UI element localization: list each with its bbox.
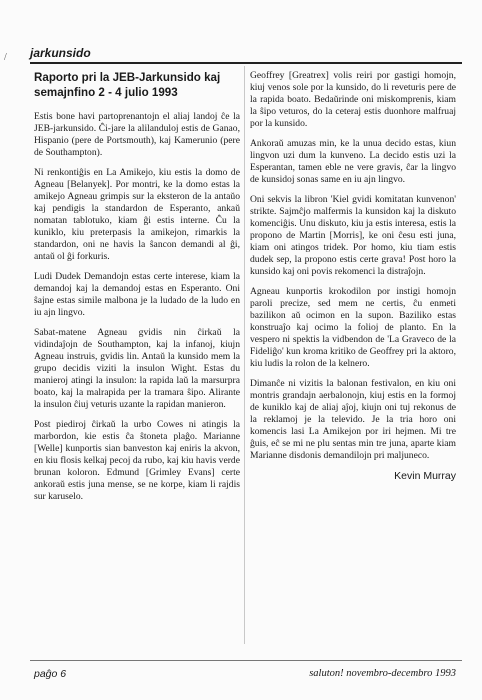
header-rule xyxy=(30,62,462,64)
footer-rule xyxy=(30,660,462,661)
margin-mark: / xyxy=(4,52,7,63)
paragraph: Oni sekvis la libron 'Kiel gvidi komitatan kunvenon' strikte. Sajmĉjo malfermis la kunsidon kaj la diskuto komenciĝis. Unu diskuto, kiu ja estis interesa, estis la propono de Martin [Morris], ke oni ĉesu esti juna, kiam oni atingos tridek. Por homo, kiu tiam estis dudek sep, la propono estis certe grava! Post horo la kunsido kaj oni povis rekomenci la distraĵojn. xyxy=(250,194,456,277)
paragraph: Ni renkontiĝis en La Amikejo, kiu estis la domo de Agneau [Belanyek]. Por montri, ke la domo estas la amikejo Agneau grimpis sur la eksteron de la antaŭo kaj pendigis la standardon de Esperanto, ankaŭ nomatan tablotuko, kiam ĝi estis interne. Ĉu la kuniklo, kiu preterpasis la amikejon, rimarkis la standardon, oni ne havis la ŝancon demandi al ĝi, antaŭ ol ĝi forkuris. xyxy=(34,167,240,262)
left-column xyxy=(34,70,240,511)
article-title: Raporto pri la JEB-Jarkunsido kaj semajnfino 2 - 4 julio 1993 xyxy=(34,71,221,99)
paragraph: Agneau kunportis krokodilon por instigi homojn paroli precize, sed mem ne certis, ĉu enmeti bazilikon aŭ ocimon en la supon. Baziliko estas konstruaĵo kaj ocimo la folioj de planto. En la vespero ni spektis la vidbendon de 'La Graveco de la Fideliĝo' kun kroma kritiko de Geoffrey pri la aktoro, kiu ludis la rolon de la kelnero. xyxy=(250,286,456,369)
author-signature: Kevin Murray xyxy=(394,470,456,482)
paragraph: Dimanĉe ni vizitis la balonan festivalon, en kiu oni montris grandajn aerbalonojn, kiuj estis en la formoj de kuniklo kaj de aliaj aĵoj, kiujn oni tuj rekonus de la reklamoj je la televido. Je la tria horo oni komencis lasi La Amikejon por iri hejmen. Mi tre ĝuis, eĉ se mi ne plu sentas min tre juna, aparte kiam Marianne disdonis demandilojn pri maljuneco. xyxy=(250,378,456,461)
paragraph: Post piediroj ĉirkaŭ la urbo Cowes ni atingis la marbordon, kie estis ĉa ŝtoneta plaĝo. Marianne [Welle] kunportis sian banveston kaj eniris la akvon, en kiu flosis kelkaj pecoj da rubo, kaj kiu havis verde brunan koloron. Edmund [Grimley Evans] certe ankoraŭ estis juna mense, se ne korpe, kiam li rajdis sur karuselo. xyxy=(34,419,240,502)
paragraph: Ludi Dudek Demandojn estas certe interese, kiam la demandoj kaj la demandoj estas en Esperanto. Oni ŝajne estas simile malbona je la ludado de la ludo en iu ajn lingvo. xyxy=(34,271,240,318)
column-divider xyxy=(244,66,245,644)
page-number: paĝo 6 xyxy=(34,668,67,680)
paragraph: Ankoraŭ amuzas min, ke la unua decido estas, kiun lingvon uzi dum la kunveno. La decido estis uzi la Esperantan, tamen eble ne vere gravis, ĉar la lingvo de kunsidoj sonas same en iu ajn lingvo. xyxy=(250,138,456,185)
paragraph: Estis bone havi partoprenantojn el aliaj landoj ĉe la JEB-jarkunsido. Ĉi-jare la alilanduloj estis de Ganao, Hispanio (pere de Portsmouth), kaj Kamerunio (pere de Southampton). xyxy=(34,111,240,158)
paragraph: Sabat-matene Agneau gvidis nin ĉirkaŭ la vidindaĵojn de Southampton, kaj la infanoj, kiujn Agneau instruis, gvidis lin. Antaŭ la kunsido mem la grupo decidis viziti la insulon Wight. Estas du manieroj atingi la insulon: la rapida laŭ la marsurpra boato, kaj la malrapida per la tramara ŝipo. Alirante la insulon ĉiuj veturis uzante la rapidan manieron. xyxy=(34,327,240,410)
right-column xyxy=(250,70,456,482)
publication-info: saluton! novembro-decembro 1993 xyxy=(309,668,456,679)
paragraph: Geoffrey [Greatrex] volis reiri por gastigi homojn, kiuj venos sole por la kunsido, do li reveturis pere de la rapida boato. Bedaŭrinde oni miskomprenis, kiam la ŝipo veturos, do la ceteraj estis duonhore malfruaj por la kunsido. xyxy=(250,70,456,129)
section-header: jarkunsido xyxy=(30,46,91,60)
